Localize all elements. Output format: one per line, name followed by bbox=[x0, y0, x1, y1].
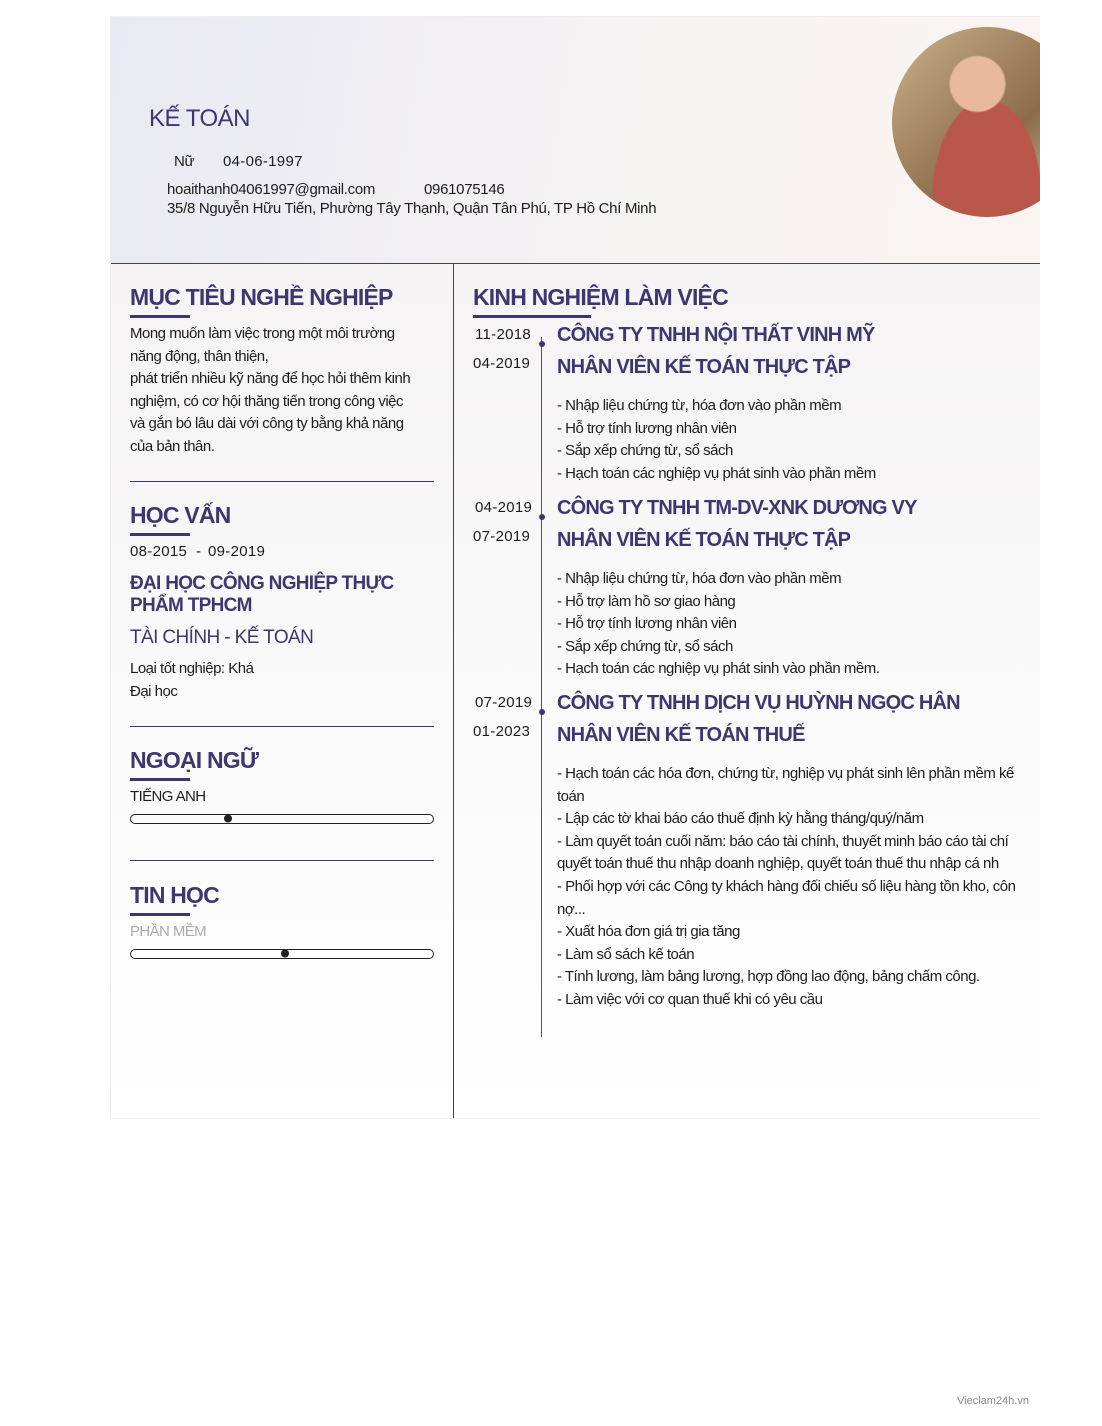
duty-line: - Làm việc với cơ quan thuế khi có yêu cầu bbox=[557, 990, 823, 1008]
education-heading: HỌC VẤN bbox=[130, 502, 231, 528]
email: hoaithanh04061997@gmail.com bbox=[167, 181, 376, 198]
heading-underline bbox=[130, 315, 190, 318]
job-title: KẾ TOÁN bbox=[149, 105, 250, 132]
objective-line: phát triển nhiều kỹ năng để học hỏi thêm kinh bbox=[130, 370, 411, 387]
duty-line: quyết toán thuế thu nhập doanh nghiệp, quyết toán thuế thu nhập cá nh bbox=[557, 855, 999, 873]
job-end-date: 07-2019 bbox=[473, 528, 531, 545]
education-details bbox=[130, 658, 253, 703]
duty-line: - Lập các tờ khai báo cáo thuế định kỳ hằng tháng/quý/năm bbox=[557, 810, 924, 828]
it-skill-name: PHẦN MỀM bbox=[130, 923, 207, 940]
timeline-dot-icon bbox=[539, 341, 545, 347]
company-name: CÔNG TY TNHH TM-DV-XNK DƯƠNG VY bbox=[557, 497, 917, 519]
it-level-bar bbox=[130, 949, 434, 959]
objective-line: năng động, thân thiện, bbox=[130, 347, 269, 365]
job-end-date: 04-2019 bbox=[473, 355, 531, 372]
duty-line: - Hạch toán các nghiệp vụ phát sinh vào phần mềm bbox=[557, 464, 876, 482]
duty-line: - Hỗ trợ làm hồ sơ giao hàng bbox=[557, 592, 736, 610]
major: TÀI CHÍNH - KẾ TOÁN bbox=[130, 627, 314, 648]
duty-line: - Nhập liệu chứng từ, hóa đơn vào phần mềm bbox=[557, 397, 842, 414]
heading-underline bbox=[473, 315, 591, 318]
duty-line: - Nhập liệu chứng từ, hóa đơn vào phần mềm bbox=[557, 570, 842, 587]
education-end: 09-2019 bbox=[208, 543, 266, 560]
section-divider bbox=[130, 481, 434, 482]
job-start-date: 07-2019 bbox=[475, 694, 533, 711]
heading-underline bbox=[130, 778, 190, 781]
address: 35/8 Nguyễn Hữu Tiến, Phường Tây Thạnh, Quận Tân Phú, TP Hồ Chí Minh bbox=[167, 200, 657, 217]
language-name: TIẾNG ANH bbox=[130, 788, 206, 805]
company-name: CÔNG TY TNHH NỘI THẤT VINH MỸ bbox=[557, 324, 875, 346]
education-start: 08-2015 bbox=[130, 543, 188, 560]
school-name: ĐẠI HỌC CÔNG NGHIỆP THỰC PHẨM TPHCM bbox=[130, 573, 394, 616]
job-start-date: 04-2019 bbox=[475, 499, 533, 516]
duty-line: - Làm quyết toán cuối năm: báo cáo tài chính, thuyết minh báo cáo tài chí bbox=[557, 832, 1009, 850]
date-of-birth: 04-06-1997 bbox=[223, 153, 303, 170]
objective-heading: MỤC TIÊU NGHỀ NGHIỆP bbox=[130, 284, 393, 310]
job-duties bbox=[557, 395, 876, 485]
duty-line: - Tính lương, làm bảng lương, hợp đồng lao động, bảng chấm công. bbox=[557, 968, 980, 986]
level-knob bbox=[224, 815, 232, 823]
objective-line: Mong muốn làm việc trong một môi trường bbox=[130, 325, 395, 342]
language-level-bar bbox=[130, 814, 434, 824]
gender: Nữ bbox=[174, 153, 195, 170]
heading-underline bbox=[130, 533, 190, 536]
column-divider bbox=[453, 263, 454, 1119]
duty-line: - Xuất hóa đơn giá trị gia tăng bbox=[557, 923, 740, 941]
job-start-date: 11-2018 bbox=[475, 326, 532, 343]
duty-line: nợ... bbox=[557, 900, 586, 918]
duty-line: - Phối hợp với các Công ty khách hàng đối chiếu số liệu hàng tồn kho, côn bbox=[557, 877, 1016, 895]
timeline-dot-icon bbox=[539, 709, 545, 715]
degree-level: Đại học bbox=[130, 682, 178, 700]
objective-line: nghiệm, có cơ hội thăng tiến trong công việc bbox=[130, 392, 404, 410]
objective-line: của bản thân. bbox=[130, 437, 215, 455]
duty-line: toán bbox=[557, 787, 585, 805]
section-divider bbox=[130, 726, 434, 727]
company-name: CÔNG TY TNHH DỊCH VỤ HUỲNH NGỌC HÂN bbox=[557, 692, 960, 714]
profile-photo bbox=[892, 27, 1040, 217]
job-duties bbox=[557, 568, 879, 681]
it-heading: TIN HỌC bbox=[130, 882, 219, 908]
experience-heading: KINH NGHIỆM LÀM VIỆC bbox=[473, 284, 728, 310]
duty-line: - Hỗ trợ tính lương nhân viên bbox=[557, 615, 737, 633]
objective-text bbox=[130, 323, 410, 458]
heading-underline bbox=[130, 913, 190, 916]
header-divider bbox=[111, 263, 1040, 264]
duty-line: - Hỗ trợ tính lương nhân viên bbox=[557, 419, 737, 437]
job-duties bbox=[557, 763, 1015, 1012]
timeline-line bbox=[541, 337, 542, 1037]
cv-page bbox=[110, 16, 1040, 1119]
education-date-separator: - bbox=[196, 543, 202, 560]
graduation-grade: Loại tốt nghiệp: Khá bbox=[130, 660, 254, 677]
duty-line: - Sắp xếp chứng từ, sổ sách bbox=[557, 637, 733, 655]
timeline-dot-icon bbox=[539, 514, 545, 520]
phone: 0961075146 bbox=[424, 181, 505, 198]
section-divider bbox=[130, 860, 434, 861]
objective-line: và gắn bó lâu dài với công ty bằng khả năng bbox=[130, 415, 404, 432]
languages-heading: NGOẠI NGỮ bbox=[130, 747, 259, 773]
duty-line: - Hạch toán các nghiệp vụ phát sinh vào phần mềm. bbox=[557, 660, 880, 678]
duty-line: - Sắp xếp chứng từ, sổ sách bbox=[557, 442, 733, 460]
job-position: NHÂN VIÊN KẾ TOÁN THUẾ bbox=[557, 724, 805, 746]
level-knob bbox=[281, 950, 289, 958]
job-position: NHÂN VIÊN KẾ TOÁN THỰC TẬP bbox=[557, 529, 851, 551]
duty-line: - Hạch toán các hóa đơn, chứng từ, nghiệp vụ phát sinh lên phần mềm kế bbox=[557, 765, 1014, 782]
duty-line: - Làm sổ sách kế toán bbox=[557, 945, 695, 963]
watermark: Vieclam24h.vn bbox=[957, 1395, 1029, 1407]
job-end-date: 01-2023 bbox=[473, 723, 531, 740]
job-position: NHÂN VIÊN KẾ TOÁN THỰC TẬP bbox=[557, 356, 851, 378]
